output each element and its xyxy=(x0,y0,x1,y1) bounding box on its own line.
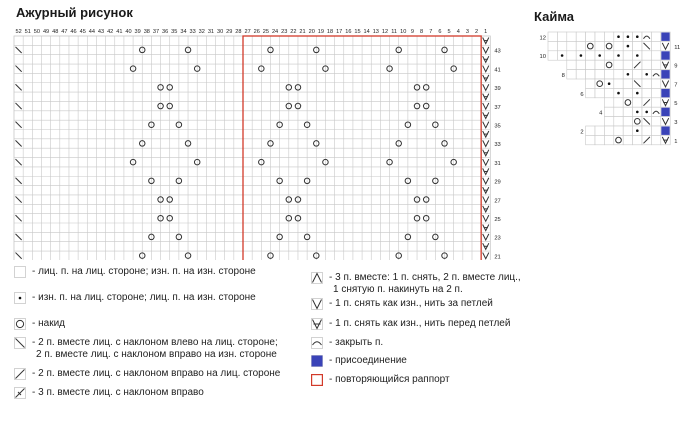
slip-front-icon xyxy=(311,318,323,330)
legend-label xyxy=(32,266,256,278)
column-number: 32 xyxy=(198,29,205,35)
column-number: 35 xyxy=(171,29,178,35)
column-number: 20 xyxy=(308,29,315,35)
border-row-number: 6 xyxy=(580,91,584,98)
legend-item xyxy=(14,292,256,304)
legend-label-line: - закрыть п. xyxy=(329,337,384,348)
column-number: 5 xyxy=(447,29,451,35)
legend-label xyxy=(329,355,407,367)
column-number: 10 xyxy=(400,29,407,35)
column-number: 1 xyxy=(484,29,488,35)
column-number: 40 xyxy=(125,29,132,35)
legend-label-line: - 2 п. вместе лиц. с наклоном влево на лиц. стороне; xyxy=(32,337,278,348)
empty-cell-icon xyxy=(14,266,26,278)
border-chart-title: Кайма xyxy=(534,9,574,24)
row-number: 27 xyxy=(494,198,501,205)
legend-label xyxy=(32,318,65,330)
column-number: 17 xyxy=(336,29,343,35)
legend-label xyxy=(329,318,510,330)
column-number: 34 xyxy=(180,29,187,35)
column-number: 36 xyxy=(162,29,169,35)
legend-item xyxy=(311,374,450,386)
legend-label-line: - присоединение xyxy=(329,355,407,366)
column-number: 42 xyxy=(107,29,114,35)
main-chart-row-numbers xyxy=(494,49,500,260)
legend-label-line: - 1 п. снять как изн., нить перед петлей xyxy=(329,318,511,329)
legend-label xyxy=(329,337,383,349)
column-number: 13 xyxy=(372,29,379,35)
column-number: 45 xyxy=(79,29,86,35)
main-chart-title: Ажурный рисунок xyxy=(16,5,133,20)
join-icon xyxy=(312,356,323,367)
column-number: 49 xyxy=(42,29,50,35)
repeat-icon xyxy=(311,374,323,386)
border-row-number: 8 xyxy=(561,73,565,79)
yarn-over-icon xyxy=(14,318,26,330)
border-row-number: 4 xyxy=(599,110,603,117)
column-number: 41 xyxy=(116,29,123,35)
column-number: 4 xyxy=(456,29,460,35)
column-number: 8 xyxy=(420,29,424,35)
border-row-number: 11 xyxy=(674,44,681,51)
legend-label xyxy=(32,368,280,380)
column-number: 25 xyxy=(262,29,270,35)
k2tog-right-icon xyxy=(14,368,26,380)
legend-item xyxy=(311,318,510,330)
legend-label-line: - накид xyxy=(32,318,65,329)
legend-label-line: 1 снятую п. накинуть на 2 п. xyxy=(333,284,463,295)
column-number: 14 xyxy=(363,29,370,35)
border-row-number: 12 xyxy=(539,35,546,42)
legend-label-line: - 3 п. вместе: 1 п. снять, 2 п. вместе лиц., xyxy=(329,272,521,283)
border-row-number: 9 xyxy=(674,63,678,70)
column-number: 46 xyxy=(70,29,77,35)
legend-item xyxy=(311,272,521,296)
legend-item xyxy=(14,337,278,361)
column-number: 7 xyxy=(429,29,433,35)
column-number: 33 xyxy=(189,29,196,35)
border-row-number: 3 xyxy=(674,120,678,126)
column-number: 26 xyxy=(253,29,260,35)
column-number: 52 xyxy=(15,29,22,35)
legend-label-line: - изн. п. на лиц. стороне; лиц. п. на изн. стороне xyxy=(32,292,256,303)
row-number: 33 xyxy=(494,142,501,149)
column-number: 21 xyxy=(299,29,306,35)
border-row-number: 10 xyxy=(539,54,546,61)
column-number: 44 xyxy=(88,29,95,35)
k2tog-left-icon xyxy=(14,337,26,349)
column-number: 28 xyxy=(235,29,242,35)
slip-back-icon xyxy=(311,298,323,310)
column-number: 3 xyxy=(465,29,469,35)
column-number: 48 xyxy=(52,29,59,35)
row-number: 37 xyxy=(494,104,501,111)
column-number: 43 xyxy=(97,29,105,35)
dot-icon xyxy=(14,292,26,304)
column-number: 16 xyxy=(345,29,352,35)
row-number: 39 xyxy=(494,86,501,93)
legend-item xyxy=(311,337,383,349)
row-number: 25 xyxy=(494,217,501,223)
row-number: 21 xyxy=(494,254,501,260)
legend-label-line: - повторяющийся раппорт xyxy=(329,374,450,385)
column-number: 24 xyxy=(271,29,279,35)
legend-item xyxy=(14,318,65,330)
border-row-number: 2 xyxy=(580,129,584,136)
column-number: 47 xyxy=(61,29,68,35)
column-number: 9 xyxy=(410,29,415,35)
column-number: 11 xyxy=(391,29,398,35)
legend-label xyxy=(32,337,278,361)
column-number: 30 xyxy=(216,29,224,35)
legend-label xyxy=(329,374,450,386)
legend-label-line: 2 п. вместе лиц. с наклоном вправо на изн. стороне xyxy=(36,349,277,360)
column-number: 2 xyxy=(475,29,479,35)
column-number: 37 xyxy=(152,29,160,35)
row-number: 43 xyxy=(494,48,501,55)
legend-item xyxy=(311,298,493,310)
legend-item xyxy=(14,387,204,399)
column-number: 18 xyxy=(326,29,334,35)
border-row-number: 7 xyxy=(674,82,678,89)
legend-label-line: - 2 п. вместе лиц. с наклоном вправо на лиц. стороне xyxy=(32,368,281,379)
main-chart-grid xyxy=(14,36,490,260)
border-row-number: 5 xyxy=(674,101,678,108)
dot-icon xyxy=(19,297,22,300)
legend-label xyxy=(329,298,493,310)
row-number: 23 xyxy=(494,235,501,242)
legend-item xyxy=(14,368,280,380)
legend-label xyxy=(32,292,256,304)
column-number: 19 xyxy=(317,29,324,35)
legend-item xyxy=(14,266,256,278)
row-number: 41 xyxy=(494,67,501,74)
column-number: 31 xyxy=(207,29,215,35)
column-number: 23 xyxy=(281,29,288,35)
row-number: 31 xyxy=(494,160,501,167)
column-number: 27 xyxy=(244,29,251,35)
border-row-number: 1 xyxy=(674,138,678,145)
column-number: 15 xyxy=(354,29,361,35)
column-number: 22 xyxy=(290,29,297,35)
bind-off-icon xyxy=(311,337,323,349)
legend-item xyxy=(311,355,407,367)
legend-label-line: - 3 п. вместе лиц. с наклоном вправо xyxy=(32,387,204,398)
row-number: 35 xyxy=(494,123,501,130)
column-number: 38 xyxy=(143,29,150,35)
column-number: 12 xyxy=(381,29,389,35)
column-number: 29 xyxy=(226,29,233,35)
legend-label-line: - лиц. п. на лиц. стороне; изн. п. на изн. стороне xyxy=(32,266,256,277)
column-number: 51 xyxy=(24,29,31,35)
column-number: 6 xyxy=(438,29,442,35)
legend-label-line: - 1 п. снять как изн., нить за петлей xyxy=(329,298,493,309)
legend-label xyxy=(32,387,204,399)
row-number: 29 xyxy=(494,179,501,186)
k3tog-right-icon xyxy=(14,387,26,399)
column-number: 50 xyxy=(33,29,41,35)
legend-label xyxy=(329,272,521,296)
column-number: 39 xyxy=(134,29,141,35)
join-icon xyxy=(311,355,323,367)
cdd-icon xyxy=(311,272,323,284)
